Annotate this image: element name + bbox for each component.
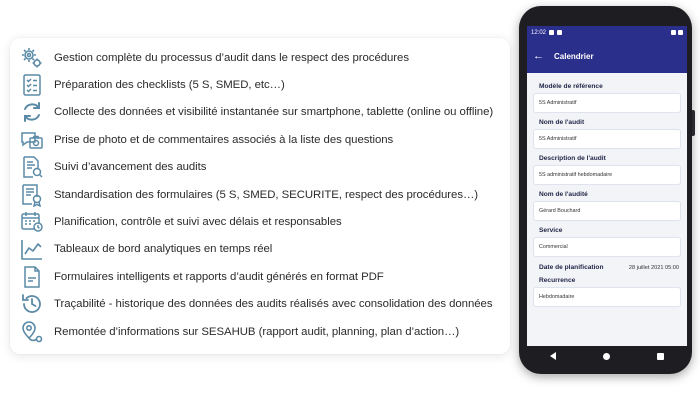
recurrence-field[interactable]: Hebdomadaire bbox=[533, 287, 681, 307]
feature-list bbox=[18, 44, 518, 345]
feature-text: Préparation des checklists (5 S, SMED, etc…) bbox=[54, 79, 285, 92]
nom-audit-field[interactable]: 5S Administratif bbox=[533, 129, 681, 149]
page-title: Calendrier bbox=[554, 51, 594, 61]
feature-text: Tableaux de bord analytiques en temps réel bbox=[54, 243, 273, 256]
calendar-clock-icon bbox=[18, 209, 46, 235]
nom-audit-label: Nom de l'audit bbox=[539, 119, 585, 126]
document-search-icon bbox=[18, 154, 46, 180]
nom-audite-label: Nom de l'audité bbox=[539, 191, 588, 198]
phone-side-button bbox=[692, 110, 695, 136]
checklist-icon bbox=[18, 72, 46, 98]
feature-item bbox=[18, 44, 518, 71]
status-time: 12:02 bbox=[531, 29, 547, 36]
wifi-icon bbox=[671, 30, 676, 35]
certificate-icon bbox=[18, 182, 46, 208]
sim-icon bbox=[557, 30, 562, 35]
service-label: Service bbox=[539, 227, 563, 234]
description-field[interactable]: 5S administratif hebdomadaire bbox=[533, 165, 681, 185]
status-bar bbox=[527, 26, 687, 39]
app-bar bbox=[527, 39, 687, 73]
nav-home-icon[interactable] bbox=[603, 353, 610, 360]
feature-text: Collecte des données et visibilité instantanée sur smartphone, tablette (online ou offline) bbox=[54, 106, 494, 119]
feature-item bbox=[18, 263, 518, 290]
chat-photo-icon bbox=[18, 127, 46, 153]
recurrence-label: Recurrence bbox=[539, 277, 576, 284]
feature-item bbox=[18, 99, 518, 126]
feature-text: Gestion complète du processus d’audit dans le respect des procédures bbox=[54, 51, 409, 64]
gears-icon bbox=[18, 45, 46, 71]
feature-item bbox=[18, 236, 518, 263]
feature-text: Planification, contrôle et suivi avec délais et responsables bbox=[54, 216, 342, 229]
feature-item bbox=[18, 181, 518, 208]
feature-item bbox=[18, 318, 518, 345]
history-icon bbox=[18, 291, 46, 317]
nav-back-icon[interactable] bbox=[550, 352, 556, 360]
feature-text: Formulaires intelligents et rapports d’audit générés en format PDF bbox=[54, 270, 384, 283]
back-arrow-icon[interactable]: ← bbox=[533, 50, 544, 62]
feature-text: Standardisation des formulaires (5 S, SMED, SECURITE, respect des procédures…) bbox=[54, 188, 479, 201]
feature-text: Traçabilité - historique des données des audits réalisés avec consolidation des données bbox=[54, 298, 493, 311]
modele-field[interactable]: 5S Administratif bbox=[533, 93, 681, 113]
description-label: Description de l'audit bbox=[539, 155, 606, 162]
location-pin-icon bbox=[18, 319, 46, 345]
feature-item bbox=[18, 126, 518, 153]
line-chart-icon bbox=[18, 236, 46, 262]
service-field[interactable]: Commercial bbox=[533, 237, 681, 257]
nav-recent-icon[interactable] bbox=[657, 353, 664, 360]
sync-icon bbox=[18, 99, 46, 125]
feature-text: Remontée d’informations sur SESAHUB (rapport audit, planning, plan d’action…) bbox=[54, 325, 460, 338]
feature-text: Suivi d’avancement des audits bbox=[54, 161, 207, 174]
pdf-file-icon bbox=[18, 264, 46, 290]
battery-icon bbox=[678, 30, 683, 35]
modele-label: Modèle de référence bbox=[539, 83, 603, 90]
audit-form bbox=[527, 73, 687, 307]
feature-text: Prise de photo et de commentaires associés à la liste des questions bbox=[54, 133, 394, 146]
phone-screen bbox=[527, 26, 687, 346]
phone-nav-bar bbox=[527, 346, 687, 366]
feature-item bbox=[18, 291, 518, 318]
notification-icon bbox=[549, 30, 554, 35]
nom-audite-field[interactable]: Gérard Bouchard bbox=[533, 201, 681, 221]
date-label: Date de planification bbox=[539, 264, 604, 271]
date-row[interactable] bbox=[539, 264, 679, 271]
feature-item bbox=[18, 71, 518, 98]
date-value: 28 juillet 2021 05:00 bbox=[628, 264, 679, 271]
feature-item bbox=[18, 208, 518, 235]
feature-item bbox=[18, 154, 518, 181]
